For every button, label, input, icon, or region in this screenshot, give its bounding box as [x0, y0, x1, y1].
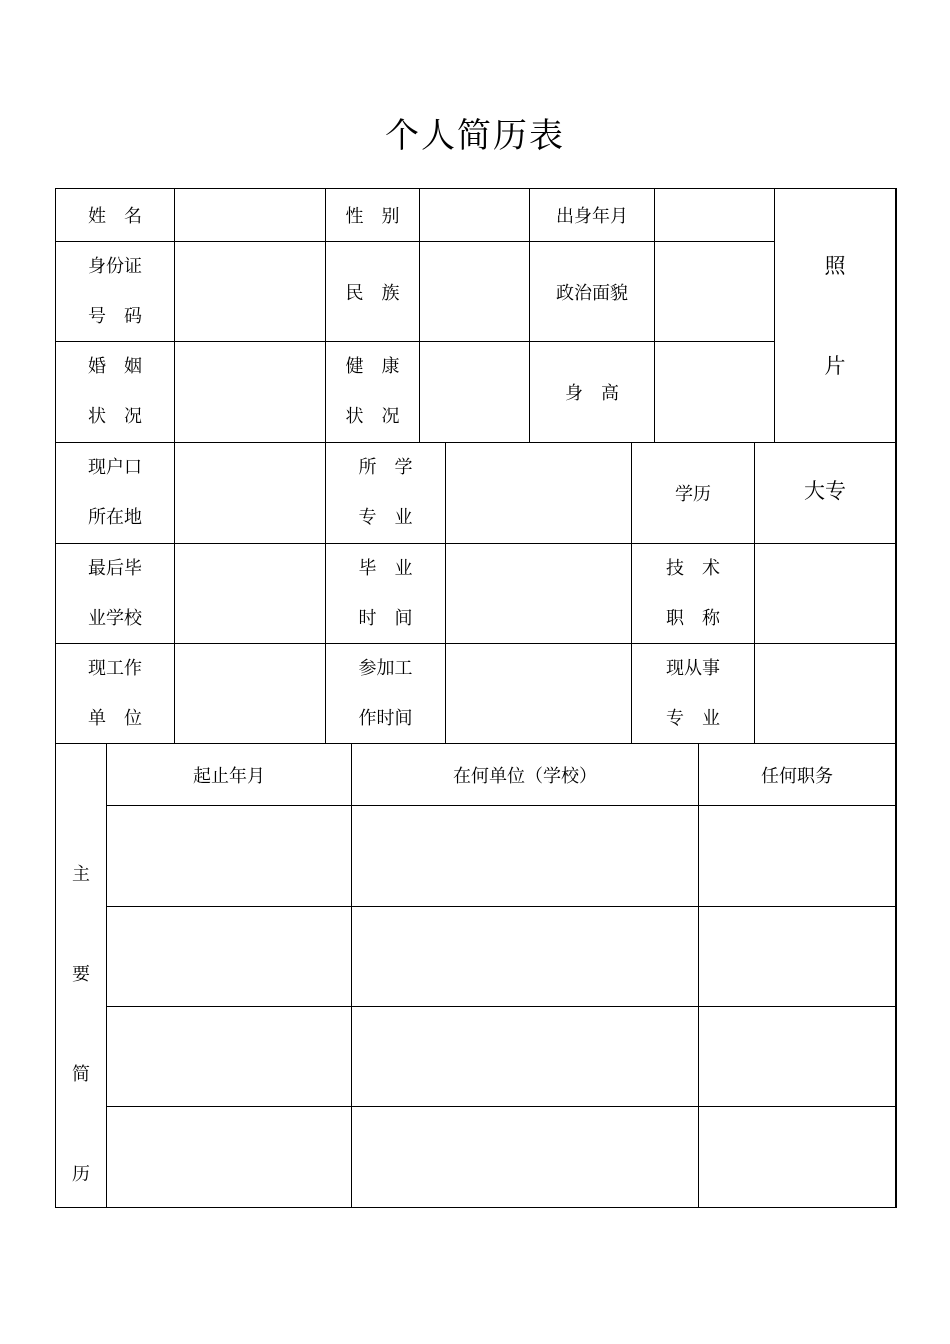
label-health	[326, 342, 419, 442]
birth-field[interactable]	[655, 189, 774, 241]
field-field[interactable]	[755, 644, 895, 743]
history-cell-position[interactable]	[699, 907, 895, 1006]
label-school-line1: 最后毕	[88, 557, 142, 579]
photo-label-1: 照	[824, 253, 846, 278]
label-grad-time	[326, 544, 445, 643]
label-political: 政治面貌	[556, 282, 628, 304]
label-health-line2: 状 况	[345, 406, 400, 427]
name-field[interactable]	[175, 189, 325, 241]
label-major-line1: 所 学	[358, 457, 413, 478]
label-resume-char4: 历	[72, 1164, 90, 1185]
label-school-line2: 业学校	[88, 607, 142, 629]
education-field[interactable]: 大专	[804, 479, 846, 503]
label-work-unit-line1: 现工作	[88, 657, 142, 679]
work-time-field[interactable]	[446, 644, 631, 743]
history-header-period: 起止年月	[193, 765, 265, 787]
label-work-time-line2: 作时间	[358, 707, 413, 729]
label-resume-char2: 要	[72, 964, 90, 985]
label-name: 姓 名	[88, 206, 142, 227]
label-hukou-line1: 现户口	[88, 457, 142, 478]
label-hukou-line2: 所在地	[88, 507, 142, 528]
table-border-bottom	[55, 1207, 897, 1208]
history-cell-position[interactable]	[699, 1107, 895, 1207]
label-grad-time-line1: 毕 业	[358, 557, 413, 579]
label-marital-line2: 状 况	[88, 406, 142, 427]
photo-label-2: 片	[824, 353, 846, 378]
history-header-position: 任何职务	[761, 765, 833, 787]
label-work-time	[326, 644, 445, 743]
grad-time-field[interactable]	[446, 544, 631, 643]
history-cell-period[interactable]	[107, 1007, 351, 1106]
label-hukou	[56, 443, 174, 543]
label-resume-char3: 简	[72, 1064, 90, 1085]
history-header-unit: 在何单位（学校）	[453, 765, 597, 787]
label-school	[56, 544, 174, 643]
history-cell-unit[interactable]	[352, 806, 698, 906]
label-marital	[56, 342, 174, 442]
label-id-line2: 号 码	[88, 305, 142, 327]
table-border-right	[895, 188, 897, 1208]
height-field[interactable]	[655, 342, 774, 442]
health-field[interactable]	[420, 342, 529, 442]
label-tech-title-line1: 技 术	[666, 557, 720, 579]
label-education: 学历	[675, 484, 711, 505]
label-ethnicity: 民 族	[345, 282, 400, 304]
label-id	[56, 242, 174, 341]
label-birth: 出身年月	[556, 206, 628, 227]
marital-field[interactable]	[175, 342, 325, 442]
ethnicity-field[interactable]	[420, 242, 529, 341]
history-cell-period[interactable]	[107, 907, 351, 1006]
history-cell-unit[interactable]	[352, 1107, 698, 1207]
history-cell-period[interactable]	[107, 806, 351, 906]
label-tech-title-line2: 职 称	[666, 607, 720, 629]
school-field[interactable]	[175, 544, 325, 643]
label-work-unit	[56, 644, 174, 743]
label-health-line1: 健 康	[345, 356, 400, 377]
political-field[interactable]	[655, 242, 774, 341]
label-work-unit-line2: 单 位	[88, 707, 142, 729]
id-number-field[interactable]	[175, 242, 325, 341]
history-cell-period[interactable]	[107, 1107, 351, 1207]
label-height: 身 高	[565, 383, 619, 404]
photo-box[interactable]	[775, 189, 895, 442]
label-major	[326, 443, 445, 543]
label-field-line2: 专 业	[666, 707, 720, 729]
gender-field[interactable]	[420, 189, 529, 241]
hukou-field[interactable]	[175, 443, 325, 543]
label-resume	[56, 825, 106, 1225]
work-unit-field[interactable]	[175, 644, 325, 743]
label-major-line2: 专 业	[358, 507, 413, 528]
history-cell-unit[interactable]	[352, 1007, 698, 1106]
major-field[interactable]	[446, 443, 631, 543]
history-cell-position[interactable]	[699, 806, 895, 906]
label-field	[632, 644, 754, 743]
label-resume-char1: 主	[72, 864, 90, 885]
label-field-line1: 现从事	[666, 657, 720, 679]
label-tech-title	[632, 544, 754, 643]
label-work-time-line1: 参加工	[358, 657, 413, 679]
tech-title-field[interactable]	[755, 544, 895, 643]
label-id-line1: 身份证	[88, 255, 142, 277]
history-cell-unit[interactable]	[352, 907, 698, 1006]
page-title: 个人简历表	[385, 116, 565, 156]
label-gender: 性 别	[345, 206, 400, 227]
label-marital-line1: 婚 姻	[88, 356, 142, 377]
label-grad-time-line2: 时 间	[358, 607, 413, 629]
history-cell-position[interactable]	[699, 1007, 895, 1106]
